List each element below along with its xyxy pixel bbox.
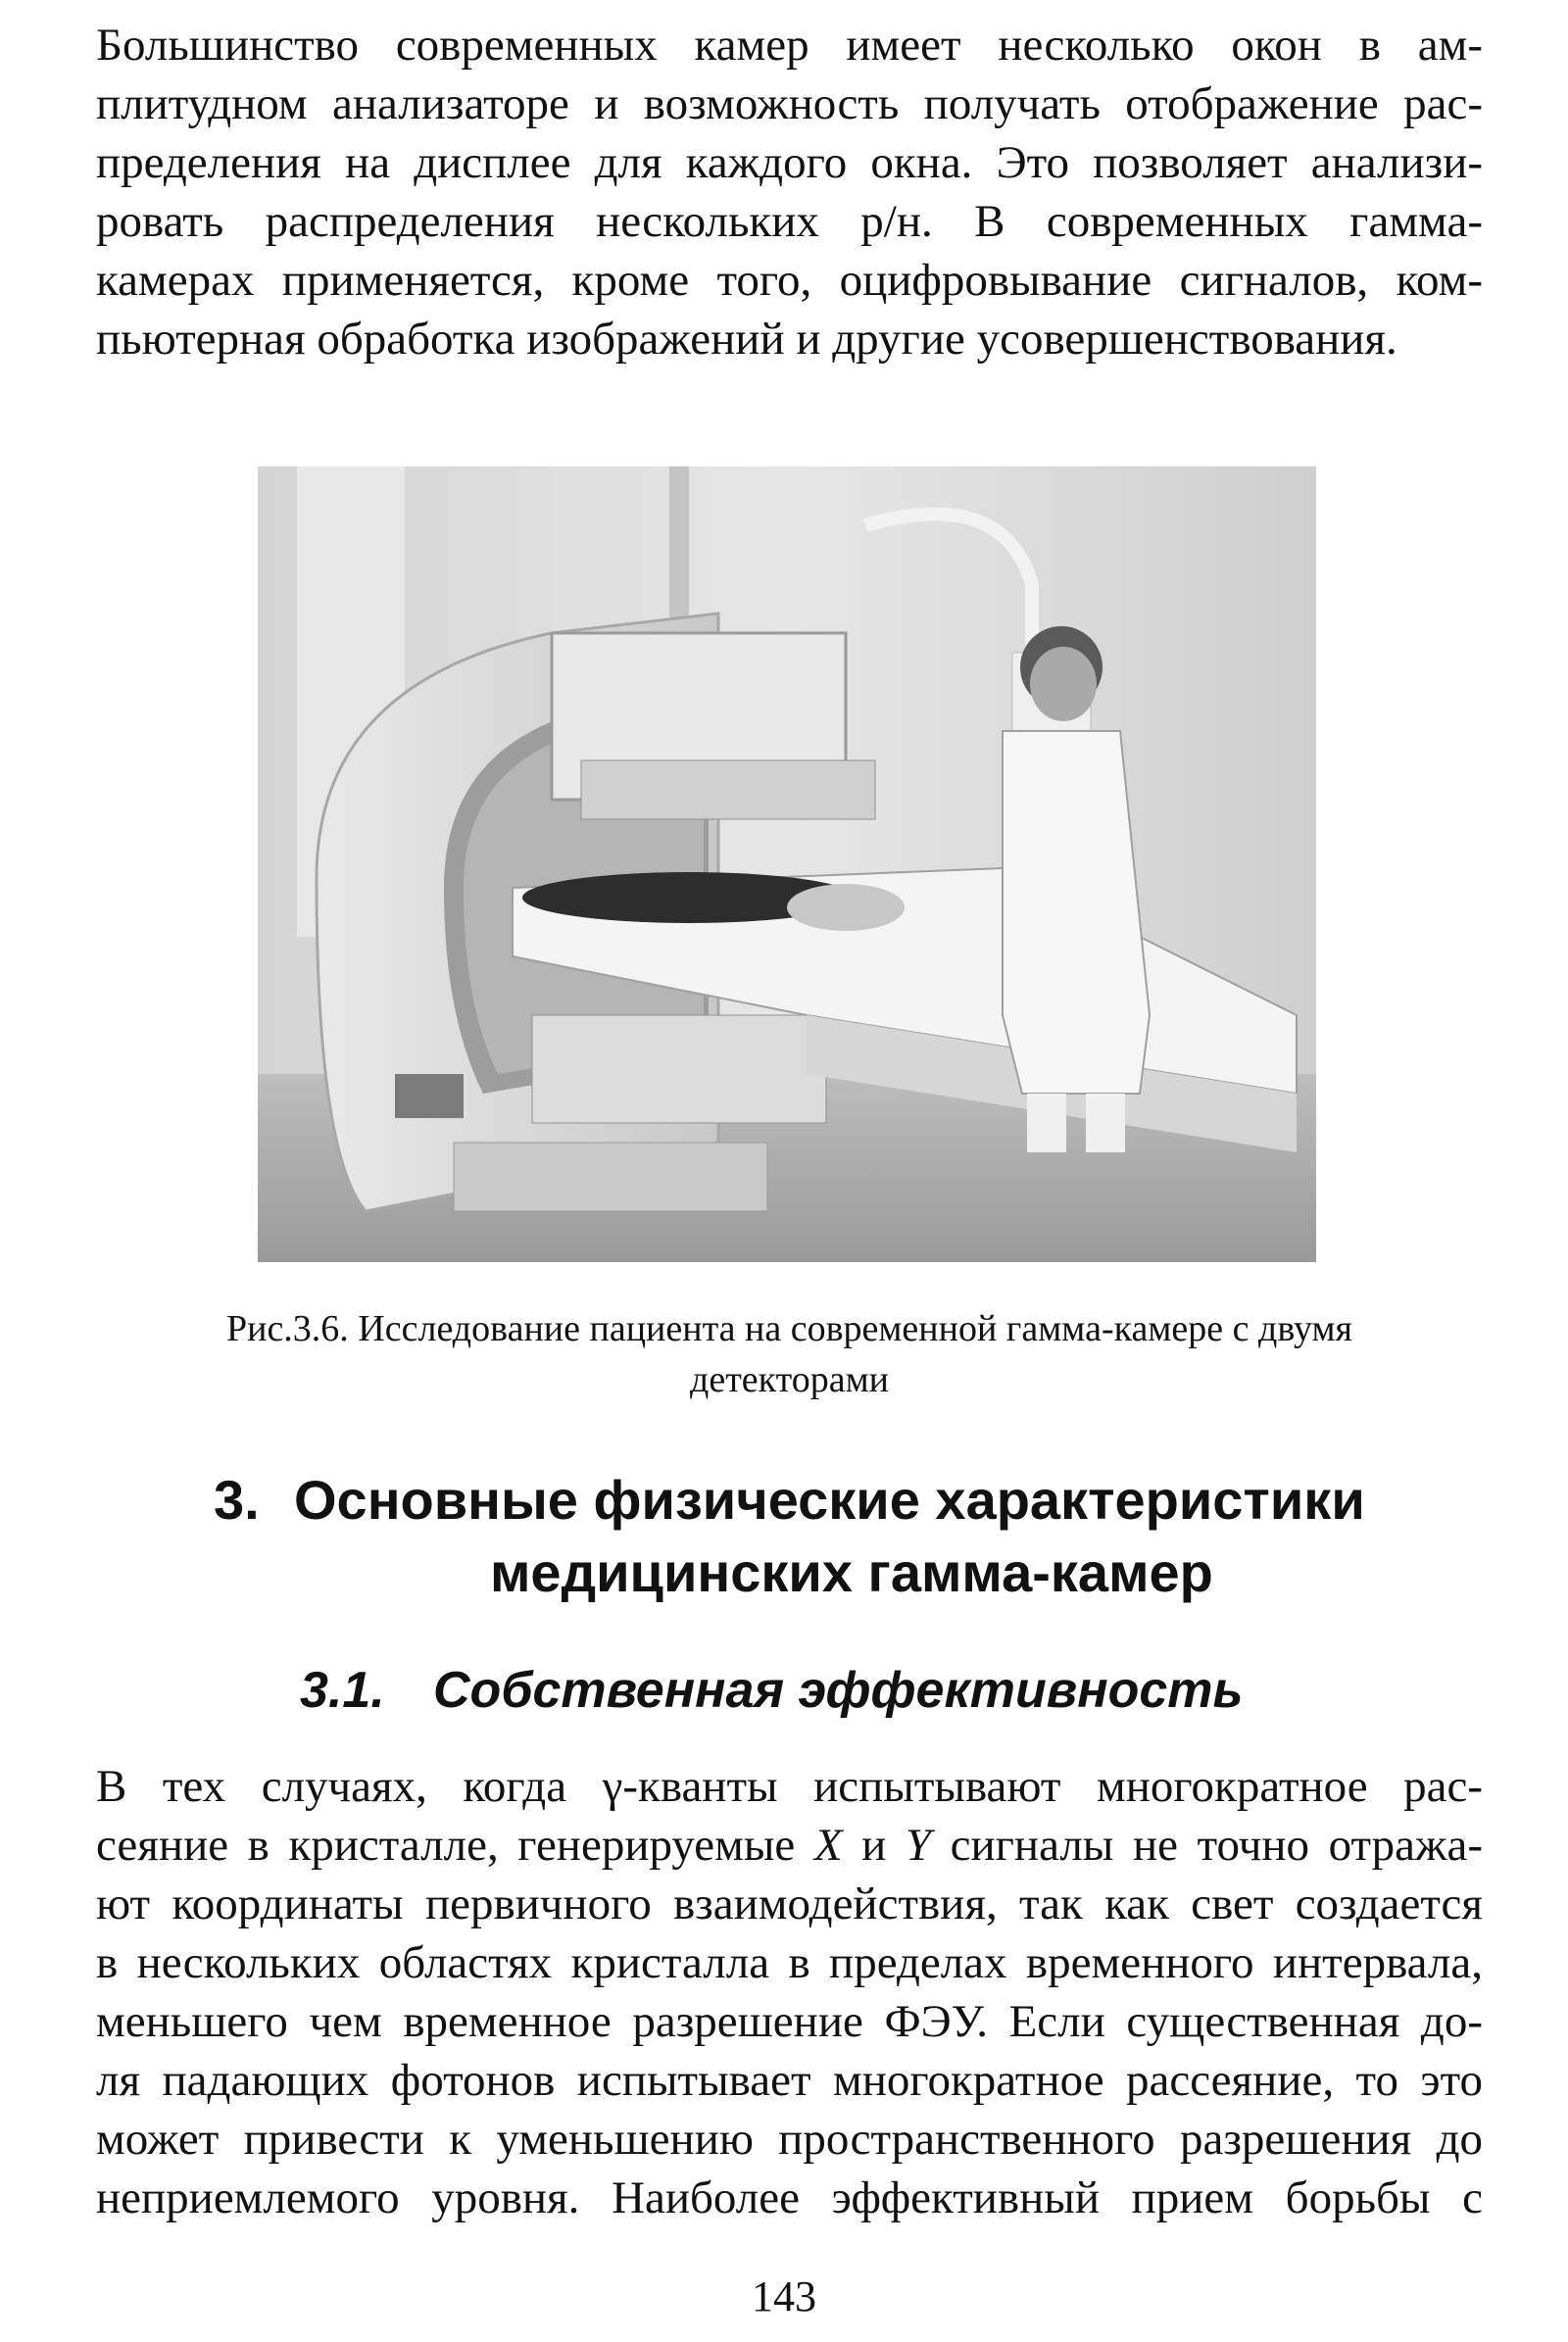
section-heading [96, 1464, 1483, 1609]
text-line: В тех случаях, когда γ-кванты испытывают многократное рас- [96, 1761, 1483, 1812]
text-line: ля падающих фотонов испытывает многократное рассеяние, то это [96, 2055, 1483, 2106]
subsection-title: Собственная эффективность [433, 1662, 1244, 1719]
figure-caption [96, 1303, 1483, 1405]
text-fragment: сигналы не точно отража- [931, 1820, 1483, 1871]
text-line: пределения на дисплее для каждого окна. Это позволяет анализи- [96, 137, 1483, 188]
caption-line: Рис.3.6. Исследование пациента на современной гамма-камере с двумя [225, 1308, 1353, 1349]
gamma-camera-photo [258, 466, 1316, 1262]
gamma-camera-illustration [258, 466, 1316, 1262]
text-line: пьютерная обработка изображений и другие усовершенствования. [96, 314, 1397, 365]
text-line: меньшего чем временное разрешение ФЭУ. Если существенная до- [96, 1996, 1483, 2047]
text-line: может привести к уменьшению пространственного разрешения до [96, 2114, 1483, 2165]
body-paragraph [96, 1757, 1483, 2227]
subsection-number: 3.1. [300, 1662, 385, 1719]
page-number: 143 [752, 2272, 816, 2320]
variable-y: Y [905, 1820, 932, 1871]
text-line: неприемлемого уровня. Наиболее эффективный прием борьбы с [96, 2172, 1483, 2223]
text-line: камерах применяется, кроме того, оцифровывание сигналов, ком- [96, 255, 1483, 306]
text-fragment: сеяние в кристалле, генерируемые [96, 1820, 814, 1871]
caption-line: детекторами [690, 1359, 889, 1400]
subsection-heading [300, 1656, 1243, 1725]
variable-x: X [813, 1820, 843, 1871]
text-line: в нескольких областях кристалла в пределах временного интервала, [96, 1937, 1483, 1988]
text-line: ровать распределения нескольких р/н. В современных гамма- [96, 196, 1483, 247]
section-heading-line [96, 1464, 1483, 1537]
text-line: Большинство современных камер имеет несколько окон в ам- [96, 20, 1483, 71]
text-line: плитудном анализаторе и возможность получать отображение рас- [96, 78, 1483, 129]
text-line [96, 1816, 1483, 1875]
intro-paragraph [96, 16, 1483, 368]
text-fragment: и [842, 1820, 906, 1871]
section-number: 3. [214, 1469, 260, 1531]
section-title-part: Основные физические характеристики [294, 1469, 1365, 1531]
text-line: ют координаты первичного взаимодействия, так как свет создается [96, 1878, 1483, 1929]
section-title-part: медицинских гамма-камер [490, 1541, 1213, 1603]
